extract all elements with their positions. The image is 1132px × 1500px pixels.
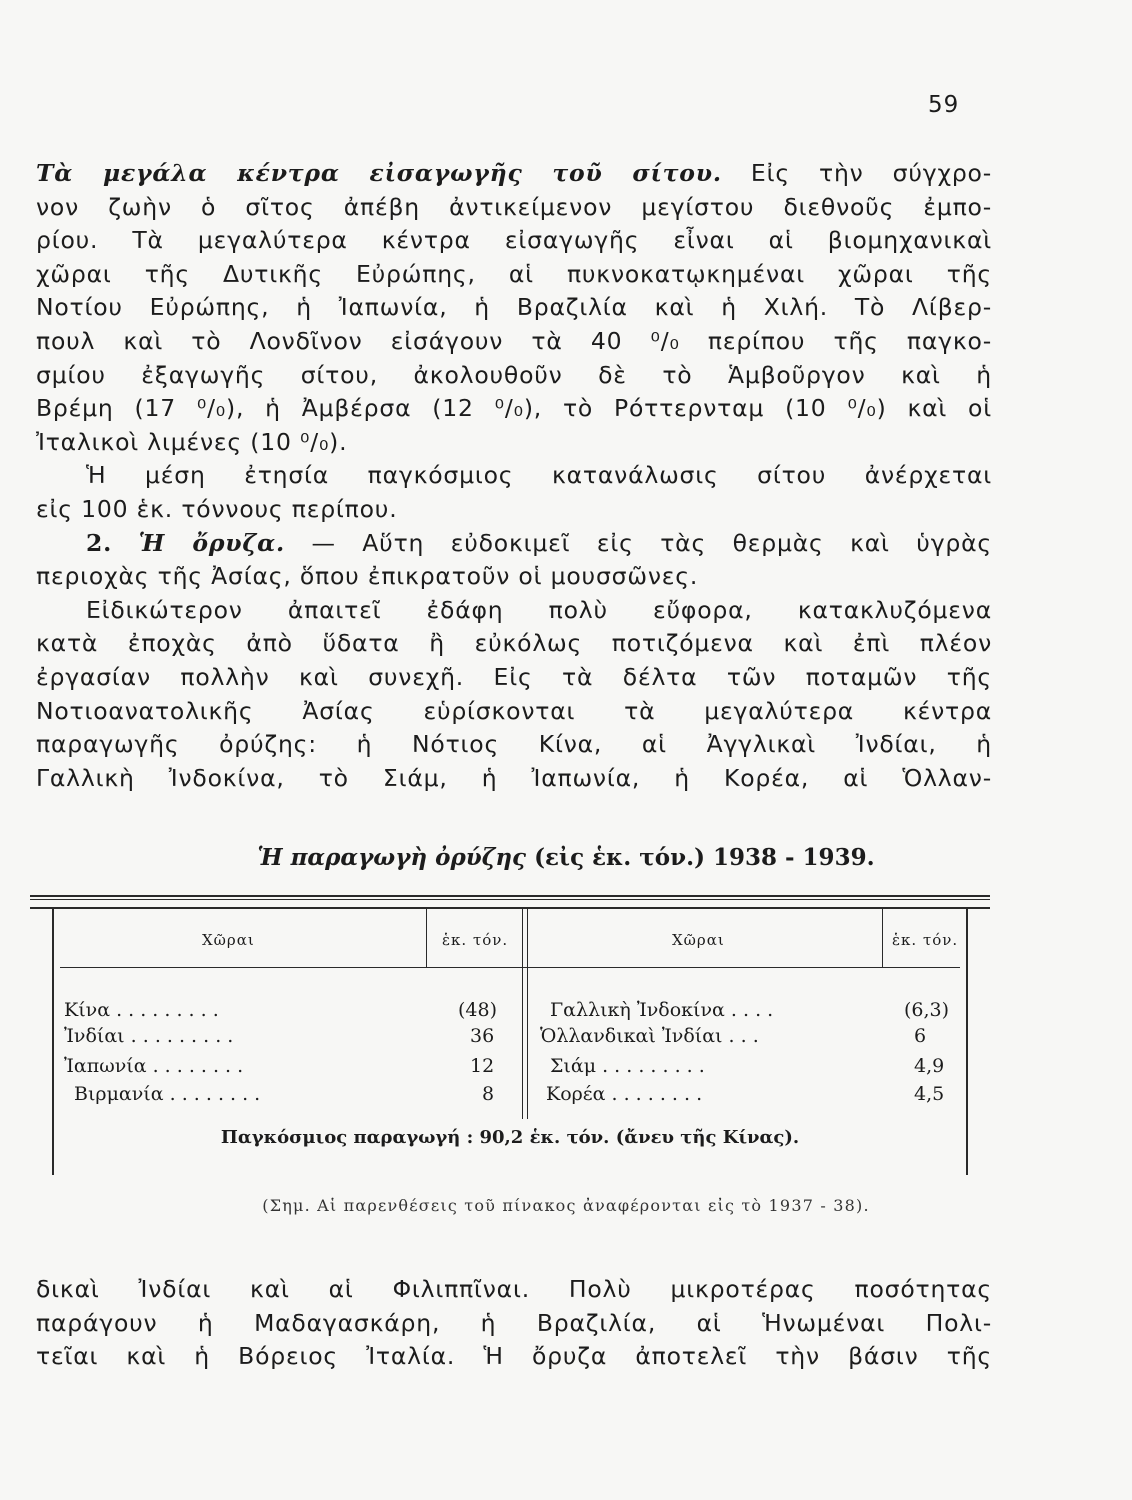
text-line: τεῖαι καὶ ἡ Βόρειος Ἰταλία. Ἡ ὄρυζα ἀποτελεῖ τὴν βάσιν τῆς [36,1342,992,1371]
table-row-country: Κορέα . . . . . . . . [546,1083,703,1105]
text-line: νον ζωὴν ὁ σῖτος ἀπέβη ἀντικείμενον μεγίστου διεθνοῦς ἐμπο- [36,192,992,221]
text-line: Νοτιοανατολικῆς Ἀσίας εὑρίσκονται τὰ μεγαλύτερα κέντρα [36,696,992,725]
text-line: εἰς 100 ἑκ. τόννους περίπου. [36,494,398,523]
text-line: πουλ καὶ τὸ Λονδῖνον εἰσάγουν τὰ 40 ⁰/₀ περίπου τῆς παγκο- [36,326,992,355]
table-row-country: Ἰνδίαι . . . . . . . . . [64,1025,234,1047]
para1-first-line-rest: Εἰς τὴν σύγχρο- [721,159,992,187]
table-row-value: (6,3) [904,999,950,1021]
table-title [0,844,1132,871]
table-center-divider-double [527,907,528,1119]
para1-heading: Τὰ μεγάλα κέντρα εἰσαγωγῆς τοῦ σίτου. [36,159,722,187]
para3-number: 2. [86,528,113,557]
col-header-unit-right: ἑκ. τόν. [892,931,959,949]
text-line: Ἰταλικοὶ λιμένες (10 ⁰/₀). [36,427,348,456]
table-row-value: 4,5 [914,1083,945,1105]
table-row-country: Σιάμ . . . . . . . . . [550,1055,705,1077]
table-row-country: Ὁλλανδικαὶ Ἰνδίαι . . . [540,1025,759,1047]
table-row-value: 4,9 [914,1055,945,1077]
text-line: παράγουν ἡ Μαδαγασκάρη, ἡ Βραζιλία, αἱ Ἡνωμέναι Πολι- [36,1308,992,1337]
table-row-value: 8 [482,1083,495,1105]
table-title-italic: Ἡ παραγωγὴ ὀρύζης [257,844,527,871]
table-note: (Σημ. Αἱ παρενθέσεις τοῦ πίνακος ἀναφέρονται εἰς τὸ 1937 - 38). [262,1196,870,1215]
text-line: χῶραι τῆς Δυτικῆς Εὐρώπης, αἱ πυκνοκατῳκημέναι χῶραι τῆς [36,259,992,288]
table-row-country: Ἰαπωνία . . . . . . . . [64,1055,244,1077]
text-line: ρίου. Τὰ μεγαλύτερα κέντρα εἰσαγωγῆς εἶναι αἱ βιομηχανικαὶ [36,226,992,255]
para3-first-line [36,527,992,561]
text-line: Νοτίου Εὐρώπης, ἡ Ἰαπωνία, ἡ Βραζιλία καὶ ἡ Χιλή. Τὸ Λίβερ- [36,293,992,322]
col-header-unit-left: ἑκ. τόν. [442,931,509,949]
page-number: 59 [928,92,960,118]
main-text [36,157,992,795]
table-row-country: Βιρμανία . . . . . . . . [74,1083,261,1105]
production-table [30,895,990,1177]
para1-first-line [36,157,992,191]
text-line: Γαλλικὴ Ἰνδοκίνα, τὸ Σιάμ, ἡ Ἰαπωνία, ἡ Κορέα, αἱ Ὁλλαν- [36,763,992,792]
text-line: περιοχὰς τῆς Ἀσίας, ὅπου ἐπικρατοῦν οἱ μουσσῶνες. [36,562,699,591]
table-title-rest: (εἰς ἑκ. τόν.) 1938 - 1939. [526,844,875,871]
table-header-rule [60,967,960,968]
text-line: κατὰ ἐποχὰς ἀπὸ ὕδατα ἢ εὐκόλως ποτιζόμενα καὶ ἐπὶ πλέον [36,629,992,658]
table-top-rule [30,895,990,897]
table-summary: Παγκόσμιος παραγωγή : 90,2 ἑκ. τόν. (ἄνευ τῆς Κίνας). [220,1127,800,1148]
table-row-value: 36 [470,1025,495,1047]
table-center-divider [522,907,523,1119]
table-top-rule-second [30,899,990,900]
col-header-countries-left: Χῶραι [202,931,255,949]
text-line: σμίου ἐξαγωγῆς σίτου, ἀκολουθοῦν δὲ τὸ Ἁμβοῦργον καὶ ἡ [36,360,992,389]
col-header-countries-right: Χῶραι [672,931,725,949]
table-row-value: 12 [470,1055,495,1077]
text-line: δικαὶ Ἰνδίαι καὶ αἱ Φιλιππῖναι. Πολὺ μικροτέρας ποσότητας [36,1275,992,1303]
table-col-divider-right [882,907,883,967]
text-line: Ἡ μέση ἐτησία παγκόσμιος κατανάλωσις σίτου ἀνέρχεται [86,461,992,490]
text-line: παραγωγῆς ὀρύζης: ἡ Νότιος Κίνα, αἱ Ἀγγλικαὶ Ἰνδίαι, ἡ [36,730,992,759]
table-row-value: (48) [458,999,498,1021]
table-row-value: 6 [914,1025,927,1047]
text-line: Βρέμη (17 ⁰/₀), ἡ Ἀμβέρσα (12 ⁰/₀), τὸ Ρόττερνταμ (10 ⁰/₀) καὶ οἱ [36,394,992,423]
table-row-country: Κίνα . . . . . . . . . [64,999,219,1021]
table-row-country: Γαλλικὴ Ἰνδοκίνα . . . . [550,999,774,1021]
para3-heading: Ἡ ὄρυζα. [138,528,285,557]
para3-first-line-rest: — Αὕτη εὐδοκιμεῖ εἰς τὰς θερμὰς καὶ ὑγρὰς [311,528,993,557]
table-col-divider [426,907,427,967]
text-line: ἐργασίαν πολλὴν καὶ συνεχῆ. Εἰς τὰ δέλτα τῶν ποταμῶν τῆς [36,662,992,691]
table-top-rule-third [30,907,990,909]
bottom-text [36,1273,992,1374]
text-line: Εἰδικώτερον ἀπαιτεῖ ἐδάφη πολὺ εὔφορα, κατακλυζόμενα [86,595,992,624]
